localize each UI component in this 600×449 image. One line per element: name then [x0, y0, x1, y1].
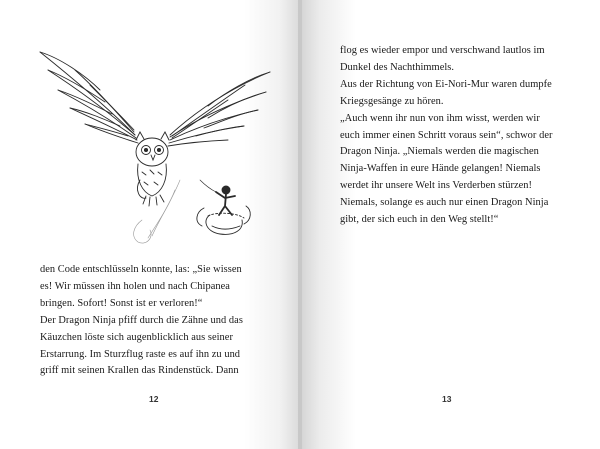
owl-body	[136, 132, 169, 206]
text-line: flog es wieder empor und verschwand lautlos im	[340, 45, 545, 56]
text-line: Der Dragon Ninja pfiff durch die Zähne und das	[40, 314, 243, 326]
text-line: den Code entschlüsseln konnte, las: „Sie wissen	[40, 264, 242, 275]
text-line: Niemals, solange es auch nur einen Dragon Ninja	[340, 197, 549, 209]
text-line: Dragon Ninja. „Niemals werden die magischen	[340, 146, 539, 158]
text-line: Käuzchen löste sich augenblicklich aus seiner	[40, 331, 233, 343]
motion-lines	[134, 180, 180, 243]
owl-right-wing	[168, 72, 270, 146]
right-page-text	[340, 43, 572, 229]
ninja-on-rock	[197, 180, 250, 234]
text-line: es! Wir müssen ihn holen und nach Chipanea	[40, 280, 230, 292]
owl-left-wing	[40, 52, 138, 143]
page-number-right: 13	[442, 394, 452, 404]
text-line: euch immer einen Schritt voraus sein“, schwor der	[340, 129, 553, 141]
text-line: griff mit seinen Krallen das Rindenstück. Dann	[40, 365, 239, 377]
text-line: Aus der Richtung von Ei-Nori-Mur waren dumpfe	[340, 78, 552, 90]
owl-and-ninja-illustration	[30, 40, 280, 250]
text-line: Ninja-Waffen in eure Hände gelangen! Niemals	[340, 163, 541, 175]
page-number-left: 12	[149, 394, 159, 404]
text-line: gibt, der sich euch in den Weg stellt!“	[340, 214, 499, 226]
text-line: werdet ihr unsere Welt ins Verderben stürzen!	[340, 180, 533, 192]
left-page-text	[40, 262, 272, 380]
left-page	[0, 0, 298, 449]
text-line: „Auch wenn ihr nun von ihm wisst, werden wir	[340, 112, 540, 124]
text-line: Erstarrung. Im Sturzflug raste es auf ihn zu und	[40, 348, 241, 360]
text-line: Kriegsgesänge zu hören.	[340, 95, 444, 107]
text-line: bringen. Sofort! Sonst ist er verloren!“	[40, 297, 203, 309]
right-page	[302, 0, 600, 449]
text-line: Dunkel des Nachthimmels.	[340, 61, 455, 73]
